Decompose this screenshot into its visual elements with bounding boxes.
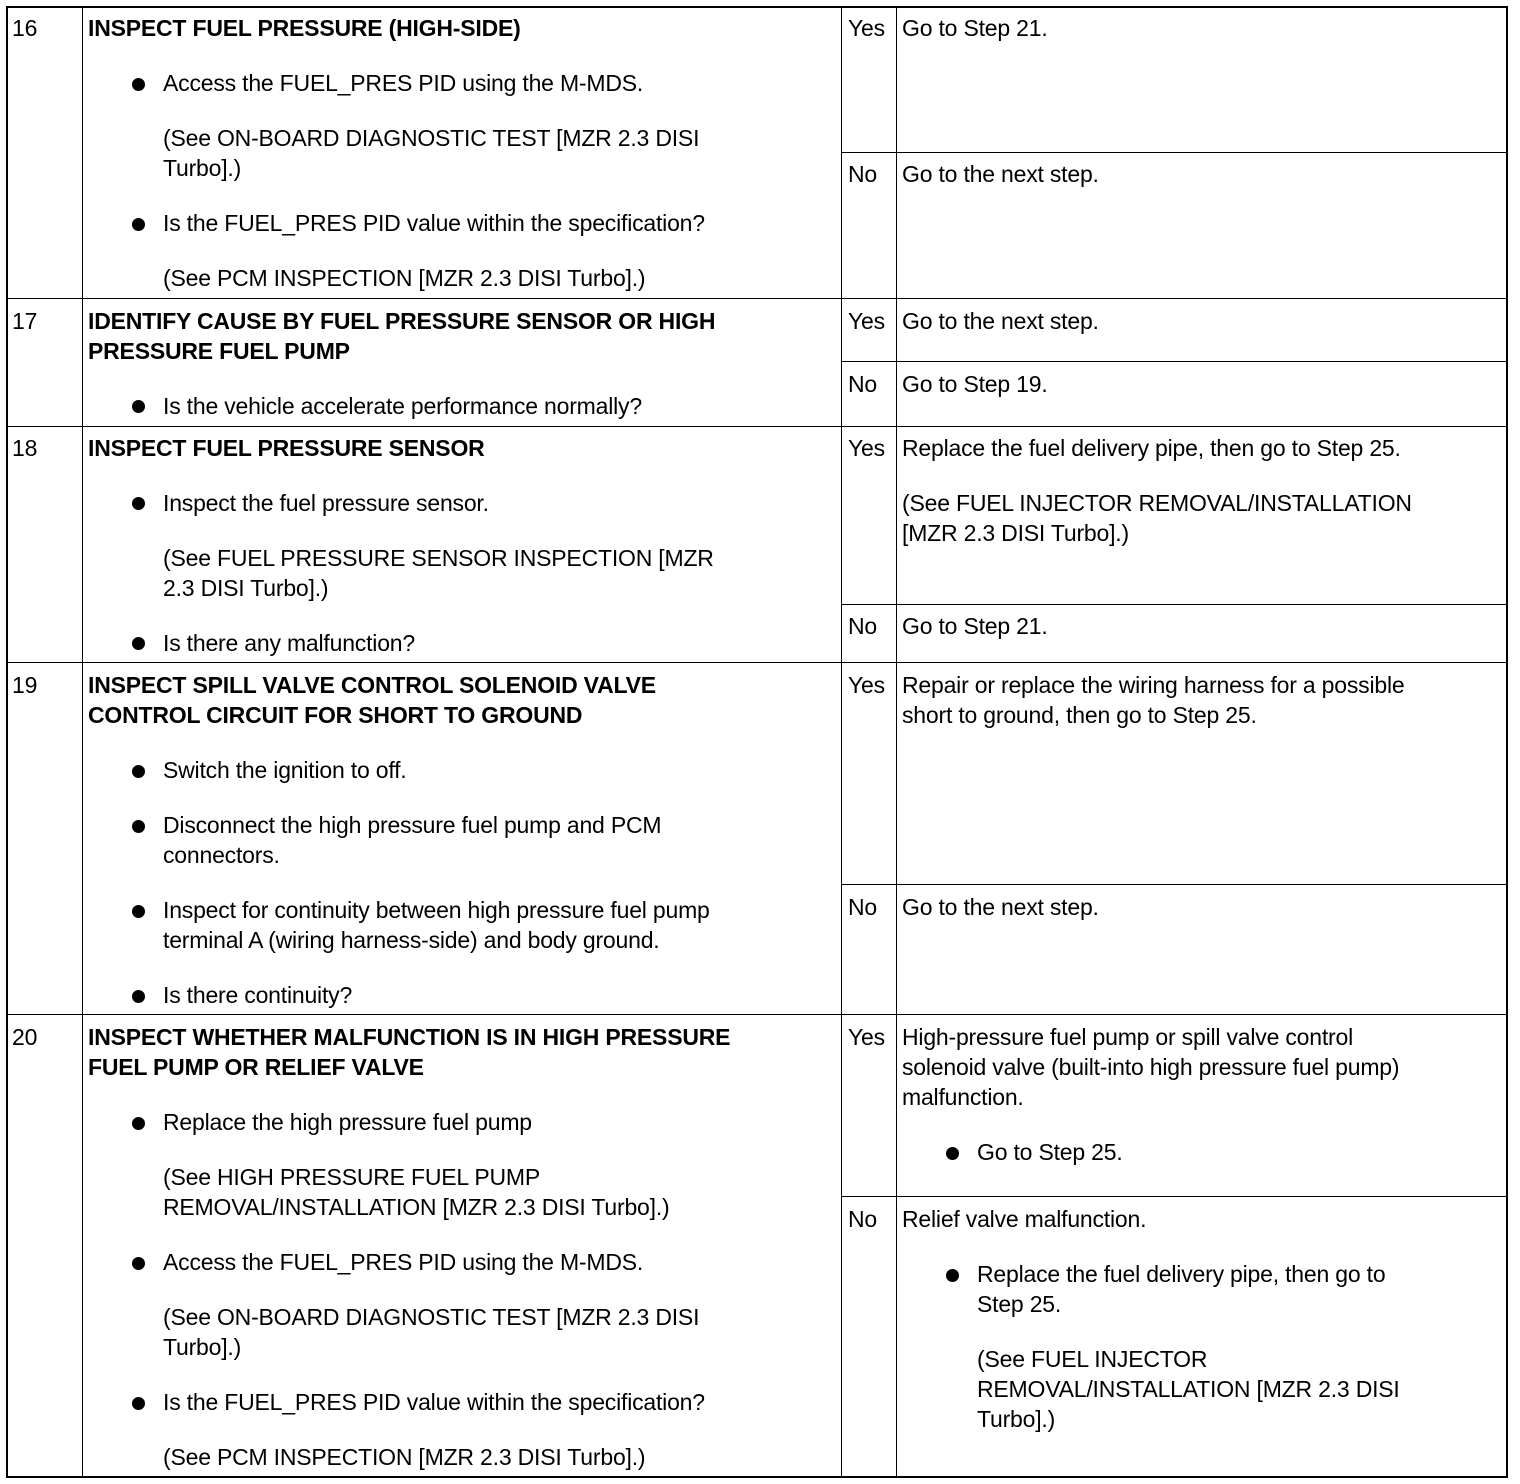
yes-action: High-pressure fuel pump or spill valve control [902,1024,1354,1050]
yes-no-divider [841,361,1508,362]
reference-note: Turbo].) [163,155,242,181]
yes-label: Yes [848,1024,885,1050]
yes-action: malfunction. [902,1084,1024,1110]
yes-no-divider [841,1196,1508,1197]
step-title: INSPECT WHETHER MALFUNCTION IS IN HIGH PRESSURE [88,1024,731,1050]
bullet-icon [132,1397,145,1410]
row-divider [6,298,1508,299]
instruction: connectors. [163,842,280,868]
reference-note: Turbo].) [163,1334,242,1360]
reference-note: (See PCM INSPECTION [MZR 2.3 DISI Turbo].) [163,265,646,291]
step-number: 17 [12,308,38,334]
instruction: Disconnect the high pressure fuel pump and PCM [163,812,662,838]
step-number: 16 [12,15,38,41]
bullet-icon [132,820,145,833]
yes-label: Yes [848,308,885,334]
no-action: Relief valve malfunction. [902,1206,1147,1232]
no-label: No [848,371,878,397]
bullet-icon [946,1147,959,1160]
bullet-icon [132,637,145,650]
reference-note: (See HIGH PRESSURE FUEL PUMP [163,1164,540,1190]
no-label: No [848,161,878,187]
yes-action: Replace the fuel delivery pipe, then go to Step 25. [902,435,1401,461]
yes-action: solenoid valve (built-into high pressure fuel pump) [902,1054,1400,1080]
reference-note: (See ON-BOARD DIAGNOSTIC TEST [MZR 2.3 DISI [163,1304,700,1330]
reference-note: 2.3 DISI Turbo].) [163,575,329,601]
instruction: terminal A (wiring harness-side) and body ground. [163,927,660,953]
instruction: Access the FUEL_PRES PID using the M-MDS. [163,1249,644,1275]
no-reference: Turbo].) [977,1406,1056,1432]
bullet-icon [132,218,145,231]
yes-label: Yes [848,15,885,41]
column-divider-step [82,6,83,1478]
bullet-icon [132,990,145,1003]
bullet-icon [132,1257,145,1270]
yes-no-divider [841,884,1508,885]
no-action: Go to Step 19. [902,371,1048,397]
instruction: Is there continuity? [163,982,353,1008]
instruction: Inspect for continuity between high pressure fuel pump [163,897,710,923]
instruction: Is there any malfunction? [163,630,415,656]
no-reference: REMOVAL/INSTALLATION [MZR 2.3 DISI [977,1376,1400,1402]
reference-note: (See ON-BOARD DIAGNOSTIC TEST [MZR 2.3 DISI [163,125,700,151]
yes-label: Yes [848,435,885,461]
reference-note: (See FUEL PRESSURE SENSOR INSPECTION [MZR [163,545,714,571]
instruction: Is the FUEL_PRES PID value within the specification? [163,210,705,236]
instruction: Replace the high pressure fuel pump [163,1109,532,1135]
step-title: PRESSURE FUEL PUMP [88,338,350,364]
yes-action: Go to the next step. [902,308,1099,334]
step-title: IDENTIFY CAUSE BY FUEL PRESSURE SENSOR OR HIGH [88,308,716,334]
no-label: No [848,613,878,639]
reference-note: (See PCM INSPECTION [MZR 2.3 DISI Turbo].) [163,1444,646,1470]
instruction: Access the FUEL_PRES PID using the M-MDS. [163,70,644,96]
instruction: Is the FUEL_PRES PID value within the specification? [163,1389,705,1415]
yes-action: Repair or replace the wiring harness for a possible [902,672,1405,698]
no-instruction: Step 25. [977,1291,1062,1317]
no-action: Go to Step 21. [902,613,1048,639]
step-title: INSPECT FUEL PRESSURE SENSOR [88,435,485,461]
step-number: 20 [12,1024,38,1050]
no-action: Go to the next step. [902,894,1099,920]
bullet-icon [132,78,145,91]
yes-label: Yes [848,672,885,698]
step-title: INSPECT SPILL VALVE CONTROL SOLENOID VALVE [88,672,656,698]
yes-action: Go to Step 21. [902,15,1048,41]
step-title: CONTROL CIRCUIT FOR SHORT TO GROUND [88,702,583,728]
no-reference: (See FUEL INJECTOR [977,1346,1208,1372]
yes-reference: (See FUEL INJECTOR REMOVAL/INSTALLATION [902,490,1412,516]
step-title: FUEL PUMP OR RELIEF VALVE [88,1054,424,1080]
instruction: Is the vehicle accelerate performance normally? [163,393,642,419]
bullet-icon [132,765,145,778]
yes-action: short to ground, then go to Step 25. [902,702,1257,728]
yes-instruction: Go to Step 25. [977,1139,1123,1165]
no-label: No [848,894,878,920]
row-divider [6,426,1508,427]
row-divider [6,1014,1508,1015]
bullet-icon [946,1269,959,1282]
instruction: Switch the ignition to off. [163,757,407,783]
reference-note: REMOVAL/INSTALLATION [MZR 2.3 DISI Turbo].) [163,1194,670,1220]
instruction: Inspect the fuel pressure sensor. [163,490,489,516]
yes-no-divider [841,152,1508,153]
bullet-icon [132,400,145,413]
step-number: 18 [12,435,38,461]
step-number: 19 [12,672,38,698]
bullet-icon [132,905,145,918]
bullet-icon [132,497,145,510]
row-divider [6,662,1508,663]
yes-reference: [MZR 2.3 DISI Turbo].) [902,520,1129,546]
no-label: No [848,1206,878,1232]
yes-no-divider [841,604,1508,605]
column-divider-action [841,6,842,1478]
no-action: Go to the next step. [902,161,1099,187]
step-title: INSPECT FUEL PRESSURE (HIGH-SIDE) [88,15,521,41]
column-divider-result [896,6,897,1478]
no-instruction: Replace the fuel delivery pipe, then go to [977,1261,1386,1287]
bullet-icon [132,1117,145,1130]
